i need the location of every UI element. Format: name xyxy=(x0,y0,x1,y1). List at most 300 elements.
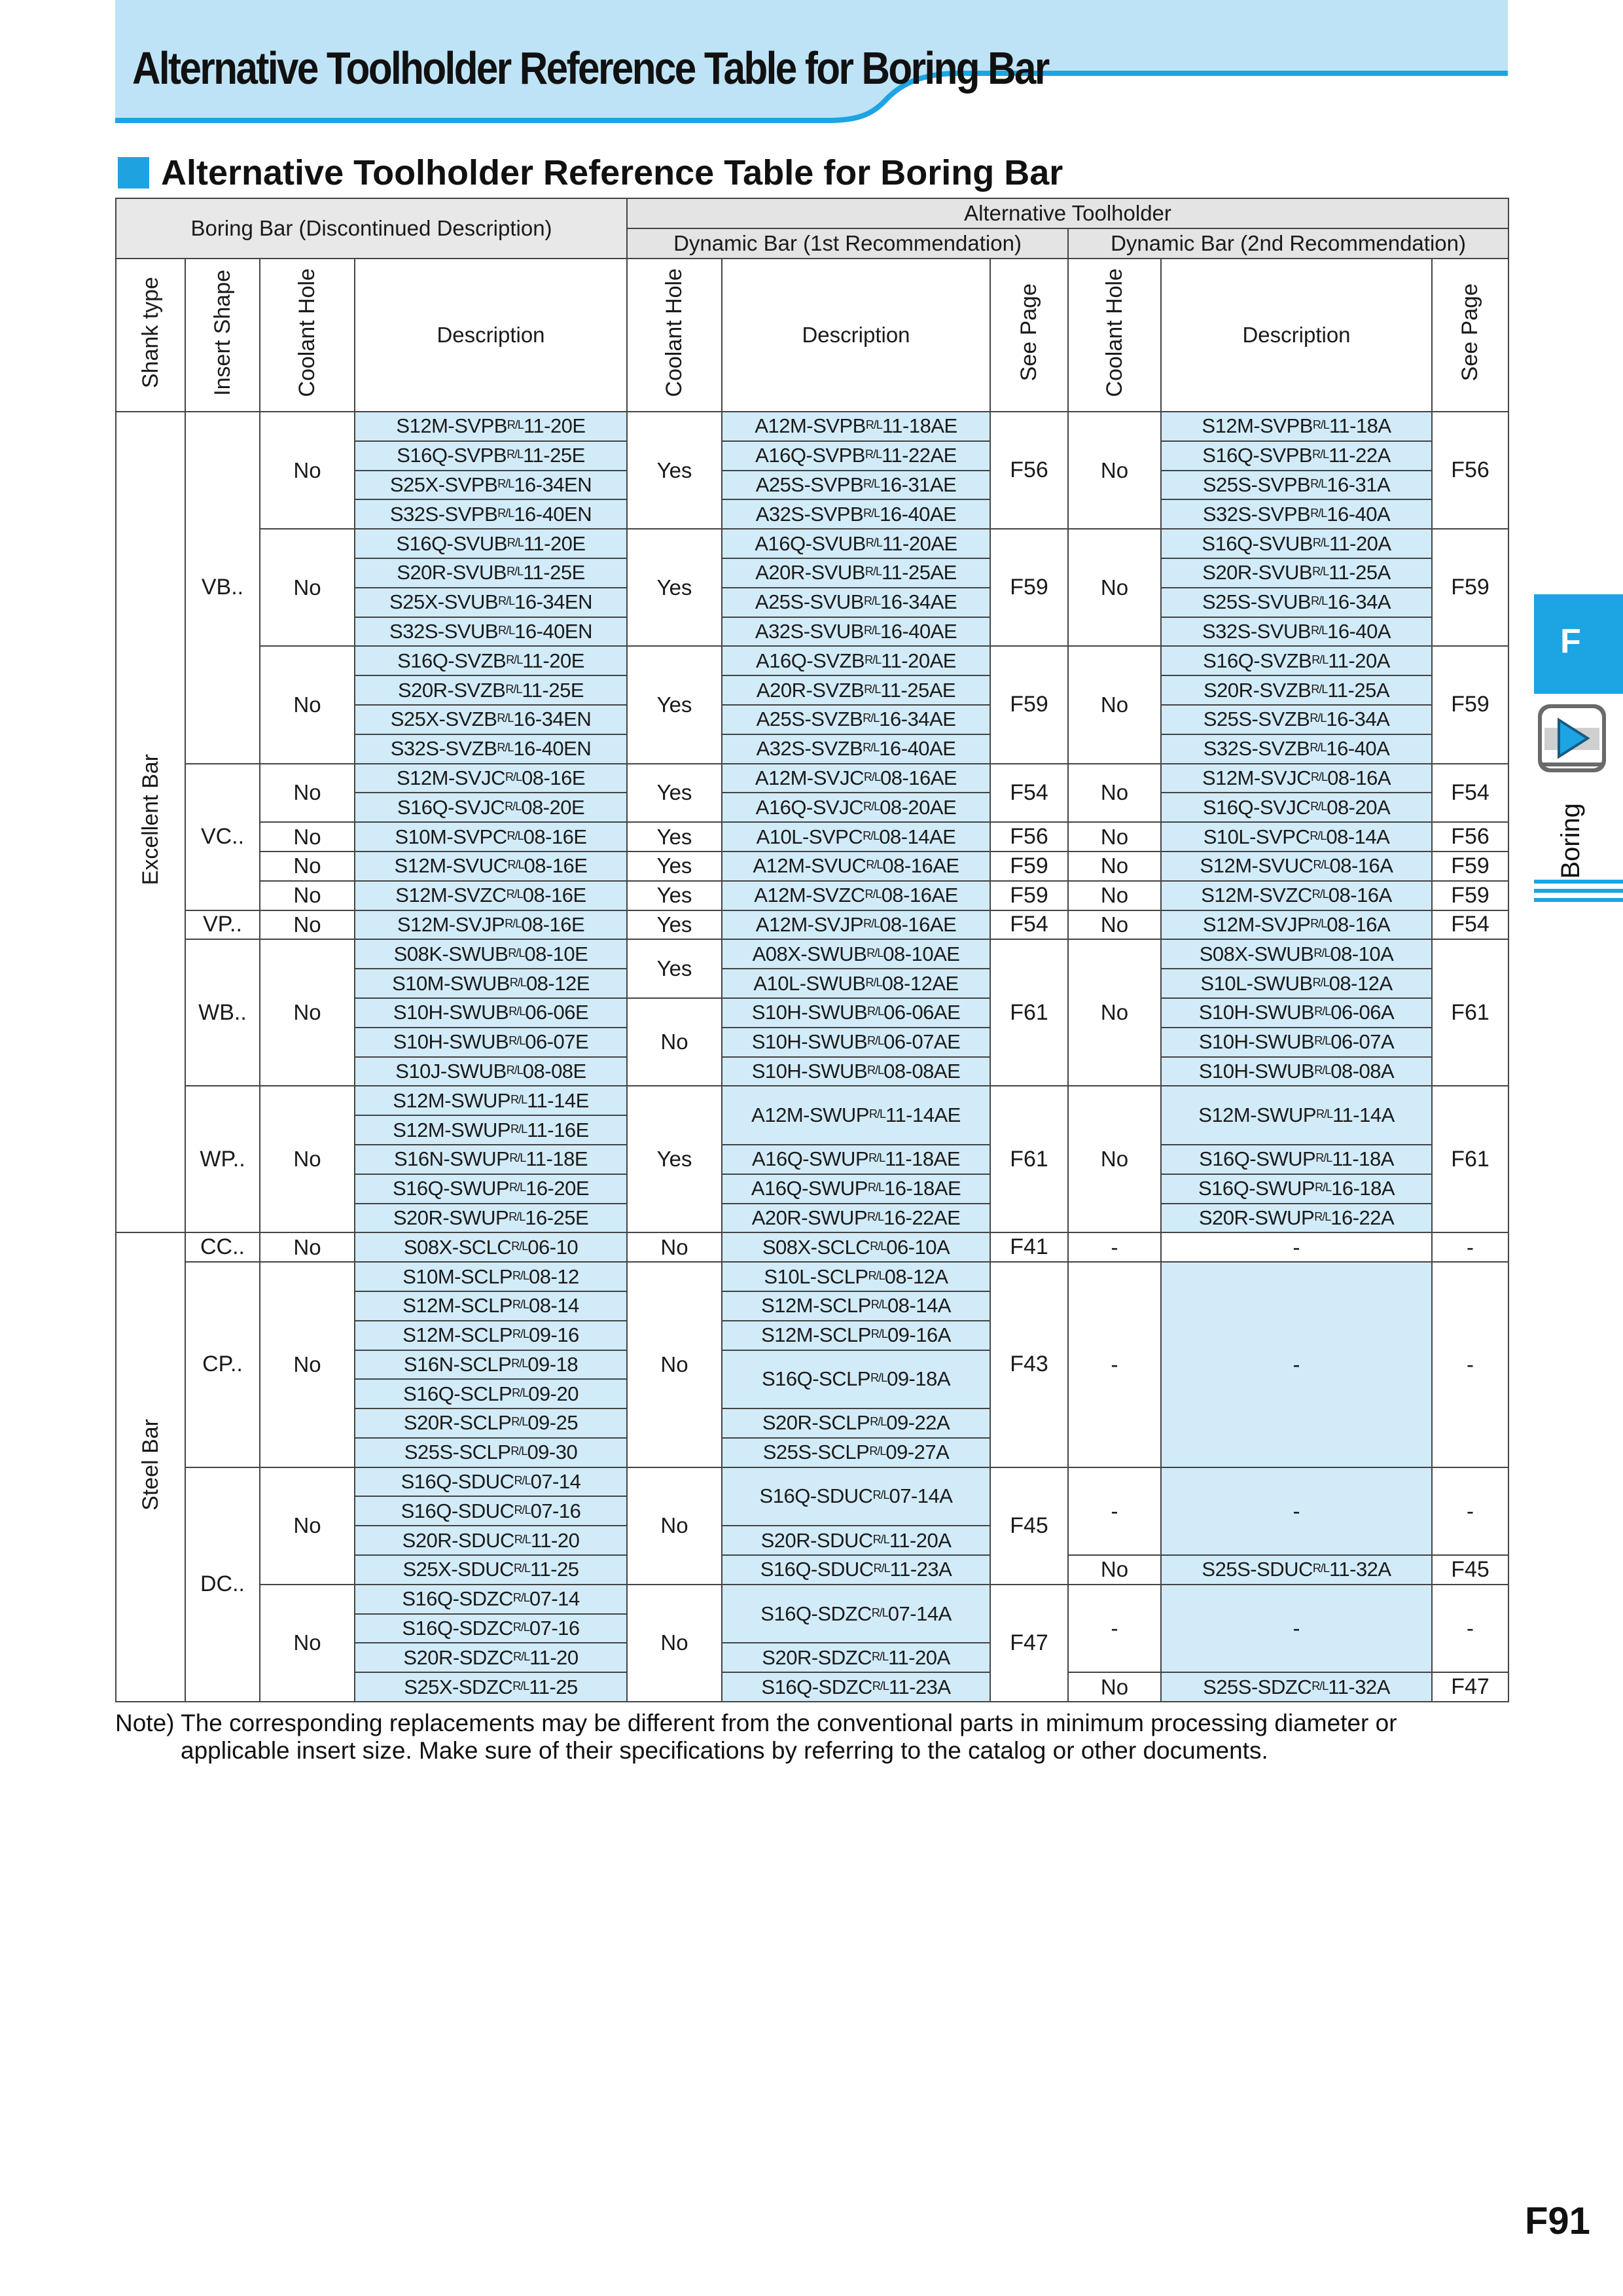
see-page-cell: F59 xyxy=(1432,881,1508,910)
hand-mark: R/L xyxy=(497,506,514,520)
see-page-cell: F59 xyxy=(1432,529,1508,646)
hand-mark: R/L xyxy=(865,975,882,989)
coolant-cell: No xyxy=(260,1262,355,1467)
second-description: S12M-SVPBR/L11-18A xyxy=(1161,412,1432,441)
hand-mark: R/L xyxy=(867,1210,884,1223)
old-description: S32S-SVUBR/L16-40EN xyxy=(355,617,627,647)
old-description: S32S-SVZBR/L16-40EN xyxy=(355,734,627,764)
coolant-cell: Yes xyxy=(627,852,722,881)
hand-mark: R/L xyxy=(1314,1063,1331,1077)
old-description: S16Q-SDZCR/L07-16 xyxy=(355,1614,627,1643)
hand-mark: R/L xyxy=(1312,565,1329,579)
col-description-1st: Description xyxy=(722,259,990,412)
see-page-cell: F56 xyxy=(1432,822,1508,852)
chapter-tab[interactable] xyxy=(1534,594,1623,694)
tab-decoration xyxy=(1534,880,1623,907)
coolant-cell: No xyxy=(260,822,355,852)
coolant-cell: Yes xyxy=(627,764,722,823)
hand-mark: R/L xyxy=(1315,1181,1332,1194)
hand-mark: R/L xyxy=(1311,1679,1329,1693)
see-page-cell: F47 xyxy=(1432,1672,1508,1702)
hand-mark: R/L xyxy=(865,653,882,666)
see-page-cell: F59 xyxy=(1432,852,1508,881)
old-description: S16Q-SVUBR/L11-20E xyxy=(355,529,627,558)
hand-mark: R/L xyxy=(1311,682,1328,696)
alternative-header: Alternative Toolholder xyxy=(627,198,1508,228)
section-heading xyxy=(118,152,1063,194)
hand-mark: R/L xyxy=(1314,1210,1331,1223)
hand-mark: R/L xyxy=(507,829,524,842)
hand-mark: R/L xyxy=(867,1034,884,1048)
old-description: S10M-SCLPR/L08-12 xyxy=(355,1262,627,1291)
coolant-cell: No xyxy=(1068,1672,1161,1702)
first-description: A12M-SVPBR/L11-18AE xyxy=(722,412,990,441)
hand-mark: R/L xyxy=(512,1621,529,1634)
hand-mark: R/L xyxy=(506,888,523,901)
hand-mark: R/L xyxy=(1312,448,1329,461)
hand-mark: R/L xyxy=(498,623,515,637)
insert-shape-cell: WP.. xyxy=(185,1086,260,1232)
hand-mark: R/L xyxy=(865,418,882,432)
coolant-cell: No xyxy=(260,1467,355,1585)
hand-mark: R/L xyxy=(866,946,883,960)
first-description: A12M-SVZCR/L08-16AE xyxy=(722,881,990,910)
old-description: S12M-SCLPR/L09-16 xyxy=(355,1321,627,1350)
hand-mark: R/L xyxy=(505,916,522,930)
coolant-cell: Yes xyxy=(627,529,722,646)
hand-mark: R/L xyxy=(507,535,524,549)
first-description: A10L-SWUBR/L08-12AE xyxy=(722,969,990,998)
col-description: Description xyxy=(355,259,627,412)
hand-mark: R/L xyxy=(497,476,514,490)
coolant-cell: No xyxy=(1068,764,1161,823)
insert-shape-cell: WB.. xyxy=(185,939,260,1086)
hand-mark: R/L xyxy=(863,594,880,608)
second-description: S10H-SWUBR/L06-07A xyxy=(1161,1028,1432,1057)
second-description: S12M-SVUCR/L08-16A xyxy=(1161,852,1432,881)
first-description: S08X-SCLCR/L06-10A xyxy=(722,1232,990,1262)
hand-mark: R/L xyxy=(864,682,881,696)
old-description: S16Q-SDUCR/L07-16 xyxy=(355,1496,627,1526)
first-description: A16Q-SVPBR/L11-22AE xyxy=(722,441,990,471)
second-description: S12M-SWUPR/L11-14A xyxy=(1161,1086,1432,1145)
see-page-cell: F61 xyxy=(1432,1086,1508,1232)
hand-mark: R/L xyxy=(1311,653,1329,666)
first-description: A32S-SVZBR/L16-40AE xyxy=(722,734,990,764)
see-page-cell: F59 xyxy=(990,881,1068,910)
table-row xyxy=(116,529,1508,558)
coolant-cell: No xyxy=(1068,852,1161,881)
col-coolant-hole-1st: Coolant Hole xyxy=(627,259,722,412)
second-description: S25S-SVZBR/L16-34A xyxy=(1161,705,1432,734)
second-description: S16Q-SVUBR/L11-20A xyxy=(1161,529,1432,558)
hand-mark: R/L xyxy=(507,448,524,461)
second-description: S10H-SWUBR/L06-06A xyxy=(1161,998,1432,1028)
hand-mark: R/L xyxy=(1316,1107,1333,1121)
hand-mark: R/L xyxy=(1312,1562,1329,1575)
hand-mark: R/L xyxy=(1310,916,1327,930)
old-description: S12M-SVUCR/L08-16E xyxy=(355,852,627,881)
hand-mark: R/L xyxy=(509,1151,526,1165)
hand-mark: R/L xyxy=(868,1151,885,1165)
see-page-cell: F54 xyxy=(990,910,1068,940)
first-description: S10H-SWUBR/L06-07AE xyxy=(722,1028,990,1057)
hand-mark: R/L xyxy=(498,594,515,608)
coolant-cell: No xyxy=(260,910,355,940)
old-description: S20R-SVUBR/L11-25E xyxy=(355,558,627,588)
hand-mark: R/L xyxy=(870,1239,887,1253)
coolant-cell: No xyxy=(260,646,355,763)
shank-type-cell: Excellent Bar xyxy=(116,412,185,1232)
see-page-cell: F61 xyxy=(990,1086,1068,1232)
old-description: S12M-SVZCR/L08-16E xyxy=(355,881,627,910)
old-description: S16Q-SWUPR/L16-20E xyxy=(355,1174,627,1204)
see-page-cell: - xyxy=(1432,1585,1508,1672)
coolant-cell: No xyxy=(1068,910,1161,940)
hand-mark: R/L xyxy=(867,1181,884,1194)
footnote-line-1: Note) The corresponding replacements may be different from the conventional parts in minimum processing diameter or xyxy=(115,1710,1397,1736)
table-row xyxy=(116,939,1508,969)
first-description: A12M-SVJPR/L08-16AE xyxy=(722,910,990,940)
first-description: S16Q-SDUCR/L07-14A xyxy=(722,1467,990,1526)
hand-mark: R/L xyxy=(505,799,522,813)
table-row xyxy=(116,1585,1508,1614)
hand-mark: R/L xyxy=(872,1679,889,1693)
old-description: S10H-SWUBR/L06-06E xyxy=(355,998,627,1028)
first-description: A25S-SVZBR/L16-34AE xyxy=(722,705,990,734)
hand-mark: R/L xyxy=(497,711,514,725)
second-description: S10L-SVPCR/L08-14A xyxy=(1161,822,1432,852)
old-description: S16Q-SVPBR/L11-25E xyxy=(355,441,627,471)
old-description: S10H-SWUBR/L06-07E xyxy=(355,1028,627,1057)
table-row xyxy=(116,1467,1508,1497)
hand-mark: R/L xyxy=(863,741,880,755)
hand-mark: R/L xyxy=(863,799,880,813)
old-description: S25X-SVZBR/L16-34EN xyxy=(355,705,627,734)
see-page-cell: F59 xyxy=(1432,646,1508,763)
hand-mark: R/L xyxy=(863,770,880,783)
col-coolant-hole-2nd: Coolant Hole xyxy=(1068,259,1161,412)
insert-shape-cell: CC.. xyxy=(185,1232,260,1262)
coolant-cell: Yes xyxy=(627,910,722,940)
col-see-page-1st: See Page xyxy=(990,259,1068,412)
hand-mark: R/L xyxy=(510,1122,527,1136)
table-row xyxy=(116,881,1508,910)
first-description: A08X-SWUBR/L08-10AE xyxy=(722,939,990,969)
see-page-cell: F59 xyxy=(990,646,1068,763)
insert-shape-cell: VB.. xyxy=(185,412,260,764)
first-description: S16Q-SCLPR/L09-18A xyxy=(722,1350,990,1409)
first-description: S12M-SCLPR/L08-14A xyxy=(722,1291,990,1321)
hand-mark: R/L xyxy=(507,565,524,579)
first-description: A25S-SVUBR/L16-34AE xyxy=(722,588,990,617)
hand-mark: R/L xyxy=(514,1474,531,1488)
second-description: S20R-SWUPR/L16-22A xyxy=(1161,1204,1432,1233)
first-description: A32S-SVUBR/L16-40AE xyxy=(722,617,990,647)
hand-mark: R/L xyxy=(872,1649,889,1663)
see-page-cell: F56 xyxy=(990,822,1068,852)
hand-mark: R/L xyxy=(863,506,880,520)
hand-mark: R/L xyxy=(873,1562,890,1575)
hand-mark: R/L xyxy=(1312,975,1329,989)
second-description: - xyxy=(1161,1232,1432,1262)
hand-mark: R/L xyxy=(870,1371,887,1385)
first-description: A25S-SVPBR/L16-31AE xyxy=(722,471,990,500)
second-description: S25S-SVUBR/L16-34A xyxy=(1161,588,1432,617)
footnote-line-2: applicable insert size. Make sure of their specifications by referring to the catalog or other documents. xyxy=(181,1737,1268,1764)
table-row xyxy=(116,852,1508,881)
first-description: A10L-SVPCR/L08-14AE xyxy=(722,822,990,852)
hand-mark: R/L xyxy=(1311,888,1329,901)
second-description: - xyxy=(1161,1262,1432,1467)
old-description: S16Q-SCLPR/L09-20 xyxy=(355,1379,627,1408)
see-page-cell: F54 xyxy=(1432,910,1508,940)
hand-mark: R/L xyxy=(508,946,525,960)
hand-mark: R/L xyxy=(868,1268,885,1282)
coolant-cell: No xyxy=(1068,1086,1161,1232)
coolant-cell: No xyxy=(260,1232,355,1262)
coolant-cell: No xyxy=(1068,529,1161,646)
first-description: A16Q-SWUPR/L16-18AE xyxy=(722,1174,990,1204)
hand-mark: R/L xyxy=(512,1268,529,1282)
second-description: - xyxy=(1161,1585,1432,1672)
coolant-cell: Yes xyxy=(627,822,722,852)
old-description: S12M-SCLPR/L08-14 xyxy=(355,1291,627,1321)
table-row xyxy=(116,1262,1508,1291)
hand-mark: R/L xyxy=(865,888,882,901)
hand-mark: R/L xyxy=(1310,711,1327,725)
insert-shape-cell: DC.. xyxy=(185,1467,260,1702)
coolant-cell: No xyxy=(1068,939,1161,1086)
hand-mark: R/L xyxy=(1314,1034,1331,1048)
hand-mark: R/L xyxy=(1311,623,1328,637)
old-description: S12M-SVJCR/L08-16E xyxy=(355,764,627,793)
coolant-cell: No xyxy=(260,412,355,529)
first-description: S12M-SCLPR/L09-16A xyxy=(722,1321,990,1350)
first-description: S20R-SDZCR/L11-20A xyxy=(722,1643,990,1672)
hand-mark: R/L xyxy=(513,1649,530,1663)
table-row xyxy=(116,412,1508,441)
section-marker-icon xyxy=(118,157,149,188)
old-description: S32S-SVPBR/L16-40EN xyxy=(355,499,627,529)
coolant-cell: No xyxy=(260,529,355,646)
hand-mark: R/L xyxy=(863,916,880,930)
second-description: S10H-SWUBR/L08-08A xyxy=(1161,1057,1432,1086)
first-description: A12M-SVJCR/L08-16AE xyxy=(722,764,990,793)
hand-mark: R/L xyxy=(514,1562,531,1575)
first-description: A16Q-SVJCR/L08-20AE xyxy=(722,793,990,822)
hand-mark: R/L xyxy=(870,1327,887,1341)
hand-mark: R/L xyxy=(505,770,522,783)
hand-mark: R/L xyxy=(511,1356,528,1370)
second-description: S12M-SVZCR/L08-16A xyxy=(1161,881,1432,910)
shank-type-cell: Steel Bar xyxy=(116,1232,185,1702)
old-description: S12M-SVPBR/L11-20E xyxy=(355,412,627,441)
hand-mark: R/L xyxy=(511,1239,528,1253)
see-page-cell: F61 xyxy=(1432,939,1508,1086)
old-description: S20R-SVZBR/L11-25E xyxy=(355,675,627,705)
see-page-cell: F61 xyxy=(990,939,1068,1086)
first-description: A16Q-SVUBR/L11-20AE xyxy=(722,529,990,558)
first-description: S20R-SDUCR/L11-20A xyxy=(722,1526,990,1555)
old-description: S16Q-SDZCR/L07-14 xyxy=(355,1585,627,1614)
old-description: S25X-SVPBR/L16-34EN xyxy=(355,471,627,500)
coolant-cell: Yes xyxy=(627,939,722,998)
first-description: S25S-SCLPR/L09-27A xyxy=(722,1438,990,1467)
second-description: S32S-SVUBR/L16-40A xyxy=(1161,617,1432,647)
hand-mark: R/L xyxy=(509,975,526,989)
page-number: F91 xyxy=(1525,2200,1590,2242)
coolant-cell: No xyxy=(1068,1555,1161,1585)
second-description: S25S-SVPBR/L16-31A xyxy=(1161,471,1432,500)
hand-mark: R/L xyxy=(512,1591,529,1605)
second-description: S32S-SVZBR/L16-40A xyxy=(1161,734,1432,764)
page-header-band xyxy=(115,0,1508,123)
old-description: S12M-SWUPR/L11-14E xyxy=(355,1086,627,1115)
coolant-cell: No xyxy=(627,998,722,1086)
old-description: S20R-SDZCR/L11-20 xyxy=(355,1643,627,1672)
coolant-cell: No xyxy=(260,1086,355,1232)
hand-mark: R/L xyxy=(867,1063,884,1077)
hand-mark: R/L xyxy=(867,1005,884,1018)
old-description: S08K-SWUBR/L08-10E xyxy=(355,939,627,969)
hand-mark: R/L xyxy=(508,1034,526,1048)
coolant-cell: - xyxy=(1068,1262,1161,1467)
hand-mark: R/L xyxy=(1315,1151,1332,1165)
coolant-cell: - xyxy=(1068,1467,1161,1555)
coolant-cell: No xyxy=(627,1585,722,1702)
hand-mark: R/L xyxy=(871,1605,888,1619)
hand-mark: R/L xyxy=(1314,1005,1331,1018)
second-description: S08X-SWUBR/L08-10A xyxy=(1161,939,1432,969)
hand-mark: R/L xyxy=(872,1532,889,1546)
coolant-cell: No xyxy=(260,852,355,881)
see-page-cell: F45 xyxy=(1432,1555,1508,1585)
see-page-cell: F45 xyxy=(990,1467,1068,1585)
first-description: S20R-SCLPR/L09-22A xyxy=(722,1408,990,1438)
section-title: Alternative Toolholder Reference Table for Boring Bar xyxy=(161,153,1063,192)
old-description: S12M-SVJPR/L08-16E xyxy=(355,910,627,940)
hand-mark: R/L xyxy=(506,653,523,666)
hand-mark: R/L xyxy=(1312,535,1329,549)
first-description: A20R-SVZBR/L11-25AE xyxy=(722,675,990,705)
hand-mark: R/L xyxy=(1313,858,1330,872)
coolant-cell: Yes xyxy=(627,881,722,910)
old-description: S16Q-SDUCR/L07-14 xyxy=(355,1467,627,1497)
hand-mark: R/L xyxy=(509,1181,526,1194)
hand-mark: R/L xyxy=(866,858,883,872)
insert-shape-cell: VP.. xyxy=(185,910,260,940)
second-description: S16Q-SWUPR/L11-18A xyxy=(1161,1145,1432,1174)
second-recommendation-header: Dynamic Bar (2nd Recommendation) xyxy=(1068,228,1508,259)
first-description: A20R-SWUPR/L16-22AE xyxy=(722,1204,990,1233)
boring-bar-header: Boring Bar (Discontinued Description) xyxy=(116,198,627,259)
col-coolant-hole: Coolant Hole xyxy=(260,259,355,412)
hand-mark: R/L xyxy=(512,1679,529,1693)
first-description: A20R-SVUBR/L11-25AE xyxy=(722,558,990,588)
first-description: A12M-SWUPR/L11-14AE xyxy=(722,1086,990,1145)
hand-mark: R/L xyxy=(510,1092,527,1106)
first-recommendation-header: Dynamic Bar (1st Recommendation) xyxy=(627,228,1068,259)
insert-shape-cell: VC.. xyxy=(185,764,260,910)
hand-mark: R/L xyxy=(1310,741,1327,755)
old-description: S16Q-SVZBR/L11-20E xyxy=(355,646,627,675)
second-description: S20R-SVZBR/L11-25A xyxy=(1161,675,1432,705)
hand-mark: R/L xyxy=(512,1386,529,1399)
see-page-cell: F59 xyxy=(990,529,1068,646)
second-description: S32S-SVPBR/L16-40A xyxy=(1161,499,1432,529)
first-description: S10H-SWUBR/L08-08AE xyxy=(722,1057,990,1086)
hand-mark: R/L xyxy=(507,418,524,432)
old-description: S25X-SDZCR/L11-25 xyxy=(355,1672,627,1702)
hand-mark: R/L xyxy=(870,1415,887,1429)
old-description: S16N-SCLPR/L09-18 xyxy=(355,1350,627,1380)
first-description: A16Q-SWUPR/L11-18AE xyxy=(722,1145,990,1174)
hand-mark: R/L xyxy=(508,1005,526,1018)
coolant-cell: Yes xyxy=(627,1086,722,1232)
hand-mark: R/L xyxy=(508,1210,526,1223)
coolant-cell: No xyxy=(1068,881,1161,910)
old-description: S20R-SDUCR/L11-20 xyxy=(355,1526,627,1555)
second-description: S20R-SVUBR/L11-25A xyxy=(1161,558,1432,588)
second-description: S25S-SDZCR/L11-32A xyxy=(1161,1672,1432,1702)
first-description: S16Q-SDZCR/L07-14A xyxy=(722,1585,990,1643)
hand-mark: R/L xyxy=(1310,476,1327,490)
hand-mark: R/L xyxy=(863,476,880,490)
table-row xyxy=(116,764,1508,793)
see-page-cell: - xyxy=(1432,1232,1508,1262)
see-page-cell: F59 xyxy=(990,852,1068,881)
second-description: S16Q-SVPBR/L11-22A xyxy=(1161,441,1432,471)
chapter-tab-letter: F xyxy=(1560,622,1581,660)
see-page-cell: - xyxy=(1432,1262,1508,1467)
hand-mark: R/L xyxy=(869,1444,886,1458)
hand-mark: R/L xyxy=(863,623,880,637)
second-description: - xyxy=(1161,1467,1432,1555)
old-description: S10J-SWUBR/L08-08E xyxy=(355,1057,627,1086)
first-description: S10L-SCLPR/L08-12A xyxy=(722,1262,990,1291)
hand-mark: R/L xyxy=(865,565,882,579)
hand-mark: R/L xyxy=(1310,829,1327,842)
table-row xyxy=(116,1232,1508,1262)
second-description: S10L-SWUBR/L08-12A xyxy=(1161,969,1432,998)
second-description: S16Q-SVZBR/L11-20A xyxy=(1161,646,1432,675)
second-description: S12M-SVJCR/L08-16A xyxy=(1161,764,1432,793)
old-description: S20R-SCLPR/L09-25 xyxy=(355,1408,627,1438)
coolant-cell: No xyxy=(260,764,355,823)
old-description: S10M-SWUBR/L08-12E xyxy=(355,969,627,998)
hand-mark: R/L xyxy=(868,1107,885,1121)
hand-mark: R/L xyxy=(863,711,880,725)
see-page-cell: F56 xyxy=(1432,412,1508,529)
coolant-cell: No xyxy=(1068,646,1161,763)
hand-mark: R/L xyxy=(511,1415,528,1429)
see-page-cell: F47 xyxy=(990,1585,1068,1702)
hand-mark: R/L xyxy=(865,535,882,549)
coolant-cell: Yes xyxy=(627,646,722,763)
insert-shape-cell: CP.. xyxy=(185,1262,260,1467)
col-description-2nd: Description xyxy=(1161,259,1432,412)
hand-mark: R/L xyxy=(1310,799,1327,813)
table-row xyxy=(116,910,1508,940)
page-title: Alternative Toolholder Reference Table for Boring Bar xyxy=(132,43,1048,94)
coolant-cell: No xyxy=(1068,412,1161,529)
old-description: S10M-SVPCR/L08-16E xyxy=(355,822,627,852)
see-page-cell: F43 xyxy=(990,1262,1068,1467)
second-description: S16Q-SWUPR/L16-18A xyxy=(1161,1174,1432,1204)
col-see-page-2nd: See Page xyxy=(1432,259,1508,412)
second-description: S16Q-SVJCR/L08-20A xyxy=(1161,793,1432,822)
